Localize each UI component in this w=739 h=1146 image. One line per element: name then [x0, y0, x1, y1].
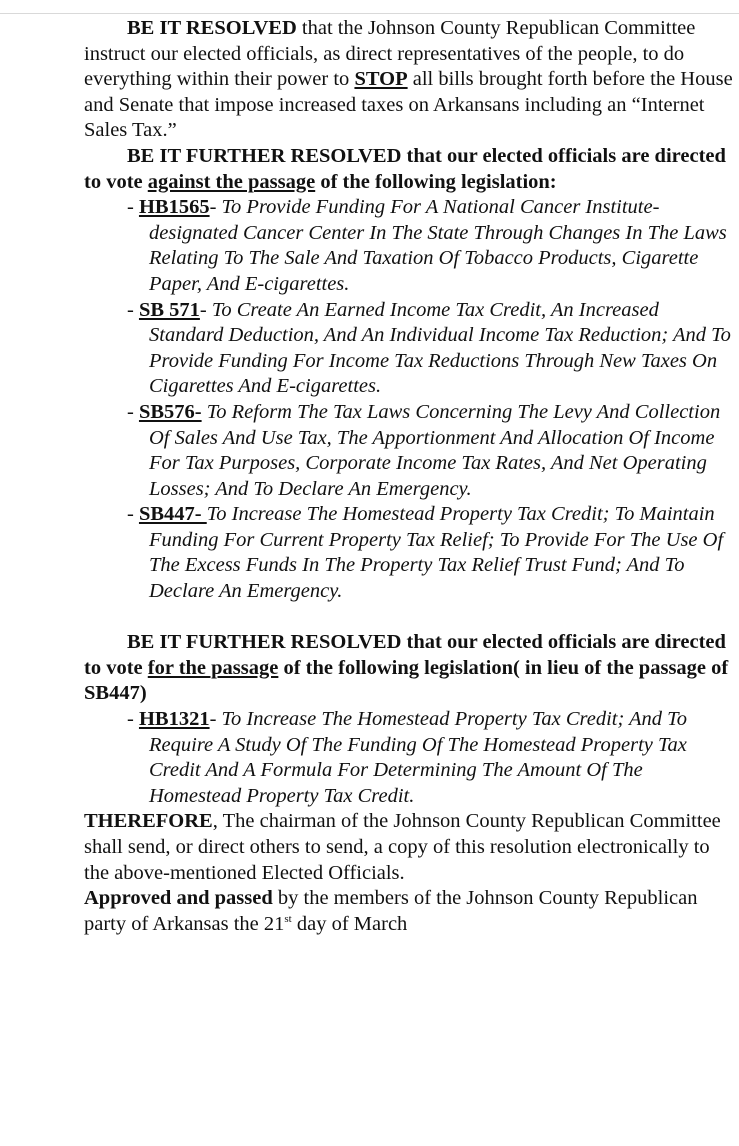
against-emphasis: against the passage: [147, 170, 316, 193]
resolved-text-after: all bills brought forth before the House and Senate that impose increased taxes on Arkansans including an “Internet Sales Tax.”: [84, 68, 733, 142]
bill-description: To Increase The Homestead Property Tax Credit; And To Require A Study Of The Funding Of The Homestead Property Tax Credit And A Formula For Determining The Amount Of The Homestead Property Tax Credit.: [149, 708, 687, 807]
bill-item-sb447: - SB447- To Increase The Homestead Property Tax Credit; To Maintain Funding For Current Property Tax Relief; To Provide For The Use Of The Excess Funds In The Property Tax Relief Trust Fund; And To Declare An Emergency.: [127, 503, 724, 603]
page-top-rule: [0, 13, 739, 14]
bill-code: HB1565: [138, 196, 210, 219]
bill-code: HB1321: [138, 708, 210, 731]
bill-description: To Reform The Tax Laws Concerning The Levy And Collection Of Sales And Use Tax, The Apportionment And Allocation Of Income For Tax Purposes, Corporate Income Tax Rates, And Net Operating Losses; And To Declare An Emergency.: [149, 400, 721, 500]
resolved-heading: BE IT RESOLVED: [127, 17, 297, 39]
approved-heading: Approved and passed: [84, 887, 273, 910]
bill-code: SB576-: [138, 400, 202, 423]
against-lead: BE IT FURTHER RESOLVED that our elected officials are directed to vote: [84, 144, 726, 193]
bill-description: To Provide Funding For A National Cancer Institute-designated Cancer Center In The State Through Changes In The Laws Relating To The Sale And Taxation Of Tobacco Products, Cigarette Paper, And E-cigarettes.: [149, 196, 727, 295]
resolution-paragraph-stop-taxes: [84, 16, 734, 144]
approved-tail: day of March: [291, 912, 408, 935]
bill-code: SB 571: [138, 298, 200, 321]
for-bill-list: [84, 707, 734, 809]
approved-paragraph: [84, 886, 734, 937]
approved-text: by the members of the Johnson County Republican party of Arkansas the 21: [84, 887, 698, 935]
resolution-paragraph-against: [84, 144, 734, 195]
ordinal-suffix: st: [284, 912, 292, 925]
bill-item-hb1565: - HB1565- To Provide Funding For A National Cancer Institute-designated Cancer Center In The State Through Changes In The Laws Relating To The Sale And Taxation Of Tobacco Products, Cigarette Paper, And E-cigarettes.: [127, 196, 727, 295]
against-bill-list: [84, 195, 734, 605]
for-emphasis: for the passage: [147, 656, 279, 679]
bill-item-hb1321: - HB1321- To Increase The Homestead Property Tax Credit; And To Require A Study Of The Funding Of The Homestead Property Tax Credit And A Formula For Determining The Amount Of The Homestead Property Tax Credit.: [127, 708, 687, 807]
stop-emphasis: STOP: [354, 68, 408, 91]
bill-item-sb576: - SB576- To Reform The Tax Laws Concerning The Levy And Collection Of Sales And Use Tax, The Apportionment And Allocation Of Income For Tax Purposes, Corporate Income Tax Rates, And Net Operating Losses; And To Declare An Emergency.: [127, 400, 721, 500]
bill-separator: -: [199, 298, 212, 321]
resolution-paragraph-for: [84, 630, 734, 707]
resolved-text-before: that the Johnson County Republican Committee instruct our elected officials, as direct representatives of the people, to do everything within their power to: [84, 17, 696, 91]
for-lead: BE IT FURTHER RESOLVED that our elected officials are directed to vote: [84, 631, 726, 679]
for-tail: of the following legislation( in lieu of the passage of SB447): [84, 656, 729, 705]
paragraph-gap: [84, 605, 734, 631]
resolution-document: [84, 16, 734, 937]
against-tail: of the following legislation:: [315, 170, 557, 193]
therefore-text: , The chairman of the Johnson County Republican Committee shall send, or direct others to send, a copy of this resolution electronically to the above-mentioned Elected Officials.: [84, 810, 721, 884]
therefore-paragraph: [84, 809, 734, 886]
bill-separator: -: [209, 708, 222, 731]
bill-description: To Increase The Homestead Property Tax Credit; To Maintain Funding For Current Property Tax Relief; To Provide For The Use Of The Excess Funds In The Property Tax Relief Trust Fund; And To Declare An Emergency.: [149, 503, 724, 603]
bill-code: SB447-: [138, 503, 207, 526]
bill-description: To Create An Earned Income Tax Credit, An Increased Standard Deduction, And An Individual Income Tax Reduction; And To Provide Funding For Income Tax Reductions Through New Taxes On Cigarettes And E-cigarettes.: [149, 298, 731, 398]
therefore-heading: THEREFORE: [84, 810, 213, 833]
bill-separator: -: [209, 196, 222, 219]
bill-item-sb571: - SB 571- To Create An Earned Income Tax Credit, An Increased Standard Deduction, And An Individual Income Tax Reduction; And To Provide Funding For Income Tax Reductions Through New Taxes On Cigarettes And E-cigarettes.: [127, 298, 731, 398]
